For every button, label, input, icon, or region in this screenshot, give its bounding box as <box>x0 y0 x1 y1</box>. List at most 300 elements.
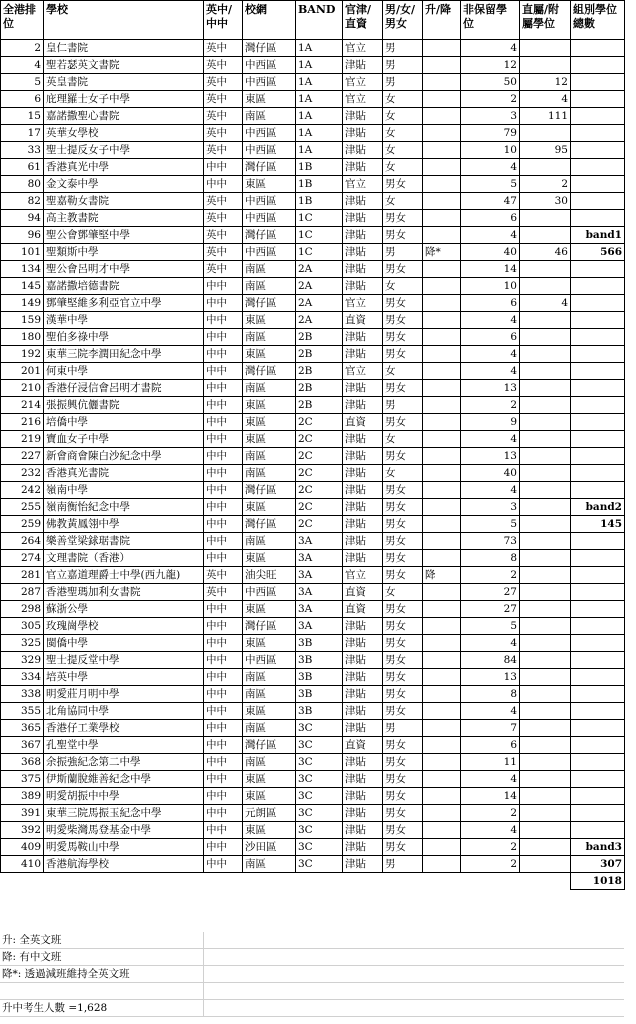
affiliated-cell <box>520 771 571 788</box>
district-cell: 南區 <box>243 754 296 771</box>
gender-cell: 女 <box>383 465 423 482</box>
medium-cell: 中中 <box>204 754 243 771</box>
school-cell: 香港真光書院 <box>44 465 204 482</box>
affiliated-cell <box>520 465 571 482</box>
type-cell: 津貼 <box>343 108 383 125</box>
band-cell: 2A <box>296 312 343 329</box>
total-row <box>1 873 625 890</box>
non-reserved-cell: 13 <box>461 380 520 397</box>
rank-cell: 159 <box>1 312 44 329</box>
note-item: 升: 全英文班 <box>0 932 203 949</box>
affiliated-cell <box>520 482 571 499</box>
affiliated-cell: 12 <box>520 74 571 91</box>
medium-cell: 英中 <box>204 584 243 601</box>
rank-cell: 392 <box>1 822 44 839</box>
rank-cell: 134 <box>1 261 44 278</box>
type-cell: 津貼 <box>343 57 383 74</box>
affiliated-cell <box>520 584 571 601</box>
type-cell: 津貼 <box>343 788 383 805</box>
medium-cell: 中中 <box>204 397 243 414</box>
gender-cell: 男女 <box>383 312 423 329</box>
rank-cell: 232 <box>1 465 44 482</box>
group-total-cell <box>571 363 625 380</box>
band-cell: 3C <box>296 856 343 873</box>
school-cell: 聖嘉勒女書院 <box>44 193 204 210</box>
header-rank: 全港排位 <box>1 1 44 40</box>
medium-cell: 中中 <box>204 635 243 652</box>
non-reserved-cell: 5 <box>461 176 520 193</box>
district-cell: 南區 <box>243 329 296 346</box>
change-cell <box>423 142 461 159</box>
change-cell <box>423 635 461 652</box>
non-reserved-cell: 14 <box>461 261 520 278</box>
band-cell: 2C <box>296 431 343 448</box>
school-cell: 官立嘉道理爵士中學(西九龍) <box>44 567 204 584</box>
change-cell <box>423 176 461 193</box>
district-cell: 中西區 <box>243 142 296 159</box>
group-total-cell <box>571 635 625 652</box>
medium-cell: 英中 <box>204 142 243 159</box>
medium-cell: 中中 <box>204 448 243 465</box>
district-cell: 灣仔區 <box>243 737 296 754</box>
affiliated-cell <box>520 210 571 227</box>
gender-cell: 男女 <box>383 805 423 822</box>
change-cell <box>423 414 461 431</box>
group-total-cell <box>571 414 625 431</box>
grand-total: 1018 <box>571 873 625 890</box>
rank-cell: 305 <box>1 618 44 635</box>
affiliated-cell <box>520 737 571 754</box>
non-reserved-cell: 2 <box>461 397 520 414</box>
change-cell <box>423 74 461 91</box>
non-reserved-cell: 27 <box>461 584 520 601</box>
school-cell: 金文泰中學 <box>44 176 204 193</box>
school-cell: 聖公會鄧肇堅中學 <box>44 227 204 244</box>
affiliated-cell <box>520 856 571 873</box>
gender-cell: 男 <box>383 244 423 261</box>
group-total-cell: 145 <box>571 516 625 533</box>
affiliated-cell <box>520 499 571 516</box>
non-reserved-cell: 7 <box>461 720 520 737</box>
table-row <box>1 856 625 873</box>
affiliated-cell <box>520 635 571 652</box>
band-cell: 3B <box>296 635 343 652</box>
band-cell: 3C <box>296 788 343 805</box>
group-total-cell: band3 <box>571 839 625 856</box>
school-cell: 香港真光中學 <box>44 159 204 176</box>
district-cell: 南區 <box>243 686 296 703</box>
change-cell <box>423 805 461 822</box>
affiliated-cell <box>520 346 571 363</box>
type-cell: 津貼 <box>343 448 383 465</box>
medium-cell: 英中 <box>204 108 243 125</box>
affiliated-cell <box>520 601 571 618</box>
band-cell: 3A <box>296 567 343 584</box>
school-cell: 樂善堂梁銶琚書院 <box>44 533 204 550</box>
school-cell: 皇仁書院 <box>44 40 204 57</box>
affiliated-cell <box>520 125 571 142</box>
affiliated-cell <box>520 550 571 567</box>
affiliated-cell <box>520 754 571 771</box>
district-cell: 東區 <box>243 431 296 448</box>
rank-cell: 375 <box>1 771 44 788</box>
type-cell: 津貼 <box>343 771 383 788</box>
change-cell <box>423 618 461 635</box>
rank-cell: 180 <box>1 329 44 346</box>
group-total-cell <box>571 754 625 771</box>
header-school: 學校 <box>44 1 204 40</box>
gender-cell: 男女 <box>383 261 423 278</box>
band-cell: 3C <box>296 754 343 771</box>
non-reserved-cell: 4 <box>461 703 520 720</box>
type-cell: 津貼 <box>343 261 383 278</box>
rank-cell: 338 <box>1 686 44 703</box>
medium-cell: 英中 <box>204 210 243 227</box>
gender-cell: 男女 <box>383 448 423 465</box>
medium-cell: 中中 <box>204 516 243 533</box>
change-cell <box>423 40 461 57</box>
table-row <box>1 312 625 329</box>
school-cell: 蘇浙公學 <box>44 601 204 618</box>
table-row <box>1 40 625 57</box>
change-cell <box>423 159 461 176</box>
non-reserved-cell: 2 <box>461 856 520 873</box>
change-cell <box>423 380 461 397</box>
non-reserved-cell: 4 <box>461 482 520 499</box>
affiliated-cell <box>520 839 571 856</box>
district-cell: 南區 <box>243 533 296 550</box>
change-cell <box>423 720 461 737</box>
non-reserved-cell: 10 <box>461 142 520 159</box>
rank-cell: 367 <box>1 737 44 754</box>
change-cell <box>423 533 461 550</box>
rank-cell: 192 <box>1 346 44 363</box>
group-total-cell: band1 <box>571 227 625 244</box>
table-row <box>1 482 625 499</box>
change-cell <box>423 329 461 346</box>
group-total-cell <box>571 482 625 499</box>
rank-cell: 33 <box>1 142 44 159</box>
non-reserved-cell: 2 <box>461 91 520 108</box>
rank-cell: 259 <box>1 516 44 533</box>
gender-cell: 男女 <box>383 839 423 856</box>
change-cell <box>423 431 461 448</box>
change-cell <box>423 108 461 125</box>
group-total-cell <box>571 193 625 210</box>
band-cell: 2C <box>296 499 343 516</box>
rank-cell: 96 <box>1 227 44 244</box>
band-cell: 1A <box>296 74 343 91</box>
group-total-cell <box>571 652 625 669</box>
school-cell: 高主教書院 <box>44 210 204 227</box>
type-cell: 津貼 <box>343 516 383 533</box>
gender-cell: 男 <box>383 57 423 74</box>
school-cell: 明愛莊月明中學 <box>44 686 204 703</box>
gender-cell: 男女 <box>383 533 423 550</box>
table-row <box>1 839 625 856</box>
band-cell: 1C <box>296 244 343 261</box>
type-cell: 津貼 <box>343 159 383 176</box>
change-cell <box>423 278 461 295</box>
type-cell: 津貼 <box>343 720 383 737</box>
type-cell: 官立 <box>343 91 383 108</box>
district-cell: 東區 <box>243 771 296 788</box>
gender-cell: 男女 <box>383 227 423 244</box>
non-reserved-cell: 12 <box>461 57 520 74</box>
school-cell: 香港仔工業學校 <box>44 720 204 737</box>
affiliated-cell <box>520 533 571 550</box>
medium-cell: 英中 <box>204 125 243 142</box>
district-cell: 中西區 <box>243 125 296 142</box>
rank-cell: 214 <box>1 397 44 414</box>
table-row <box>1 720 625 737</box>
band-cell: 1B <box>296 193 343 210</box>
district-cell: 中西區 <box>243 57 296 74</box>
group-total-cell: 566 <box>571 244 625 261</box>
school-cell: 嘉諾撒聖心書院 <box>44 108 204 125</box>
school-cell: 香港聖瑪加利女書院 <box>44 584 204 601</box>
rank-cell: 15 <box>1 108 44 125</box>
non-reserved-cell: 40 <box>461 465 520 482</box>
type-cell: 直資 <box>343 737 383 754</box>
school-cell: 庇理羅士女子中學 <box>44 91 204 108</box>
group-total-cell <box>571 159 625 176</box>
band-cell: 3A <box>296 601 343 618</box>
band-cell: 1B <box>296 176 343 193</box>
non-reserved-cell: 73 <box>461 533 520 550</box>
change-cell <box>423 652 461 669</box>
group-total-cell <box>571 669 625 686</box>
district-cell: 東區 <box>243 788 296 805</box>
rank-cell: 329 <box>1 652 44 669</box>
table-row <box>1 669 625 686</box>
school-cell: 聖公會呂明才中學 <box>44 261 204 278</box>
group-total-cell <box>571 431 625 448</box>
non-reserved-cell: 14 <box>461 788 520 805</box>
group-total-cell <box>571 805 625 822</box>
type-cell: 津貼 <box>343 686 383 703</box>
district-cell: 東區 <box>243 703 296 720</box>
gender-cell: 男女 <box>383 482 423 499</box>
school-cell: 新會商會陳白沙紀念中學 <box>44 448 204 465</box>
medium-cell: 中中 <box>204 737 243 754</box>
affiliated-cell <box>520 57 571 74</box>
change-cell <box>423 737 461 754</box>
affiliated-cell <box>520 652 571 669</box>
type-cell: 津貼 <box>343 533 383 550</box>
school-cell: 閩僑中學 <box>44 635 204 652</box>
school-cell: 何東中學 <box>44 363 204 380</box>
group-total-cell <box>571 465 625 482</box>
table-row <box>1 448 625 465</box>
affiliated-cell <box>520 567 571 584</box>
school-cell: 明愛馬鞍山中學 <box>44 839 204 856</box>
medium-cell: 中中 <box>204 550 243 567</box>
gender-cell: 男女 <box>383 686 423 703</box>
change-cell <box>423 856 461 873</box>
table-row <box>1 380 625 397</box>
table-row <box>1 193 625 210</box>
type-cell: 津貼 <box>343 482 383 499</box>
band-cell: 2B <box>296 397 343 414</box>
medium-cell: 中中 <box>204 380 243 397</box>
affiliated-cell <box>520 159 571 176</box>
band-cell: 3A <box>296 533 343 550</box>
affiliated-cell <box>520 618 571 635</box>
gender-cell: 女 <box>383 142 423 159</box>
gender-cell: 男女 <box>383 295 423 312</box>
district-cell: 東區 <box>243 822 296 839</box>
table-row <box>1 567 625 584</box>
non-reserved-cell: 9 <box>461 414 520 431</box>
school-cell: 玫瑰崗學校 <box>44 618 204 635</box>
band-cell: 1B <box>296 159 343 176</box>
affiliated-cell <box>520 227 571 244</box>
table-row <box>1 227 625 244</box>
change-cell: 降* <box>423 244 461 261</box>
type-cell: 津貼 <box>343 431 383 448</box>
non-reserved-cell: 2 <box>461 567 520 584</box>
group-total-cell <box>571 312 625 329</box>
table-row <box>1 431 625 448</box>
school-cell: 培英中學 <box>44 669 204 686</box>
group-total-cell <box>571 125 625 142</box>
gender-cell: 男女 <box>383 516 423 533</box>
change-cell <box>423 227 461 244</box>
band-cell: 3B <box>296 703 343 720</box>
group-total-cell <box>571 788 625 805</box>
affiliated-cell <box>520 380 571 397</box>
rank-cell: 101 <box>1 244 44 261</box>
rank-cell: 389 <box>1 788 44 805</box>
affiliated-cell <box>520 363 571 380</box>
group-total-cell <box>571 57 625 74</box>
group-total-cell <box>571 822 625 839</box>
district-cell: 東區 <box>243 176 296 193</box>
gender-cell: 女 <box>383 108 423 125</box>
non-reserved-cell: 4 <box>461 771 520 788</box>
change-cell <box>423 839 461 856</box>
school-cell: 英華女學校 <box>44 125 204 142</box>
medium-cell: 中中 <box>204 499 243 516</box>
affiliated-cell <box>520 278 571 295</box>
district-cell: 中西區 <box>243 74 296 91</box>
band-cell: 2C <box>296 482 343 499</box>
affiliated-cell <box>520 516 571 533</box>
gender-cell: 男女 <box>383 618 423 635</box>
table-row <box>1 397 625 414</box>
rank-cell: 61 <box>1 159 44 176</box>
district-cell: 南區 <box>243 465 296 482</box>
non-reserved-cell: 8 <box>461 686 520 703</box>
group-total-cell <box>571 295 625 312</box>
band-cell: 2B <box>296 346 343 363</box>
district-cell: 南區 <box>243 720 296 737</box>
non-reserved-cell: 4 <box>461 363 520 380</box>
rank-cell: 2 <box>1 40 44 57</box>
type-cell: 津貼 <box>343 822 383 839</box>
non-reserved-cell: 5 <box>461 618 520 635</box>
rank-cell: 334 <box>1 669 44 686</box>
medium-cell: 中中 <box>204 346 243 363</box>
gender-cell: 男女 <box>383 380 423 397</box>
non-reserved-cell: 84 <box>461 652 520 669</box>
affiliated-cell <box>520 261 571 278</box>
band-cell: 3C <box>296 720 343 737</box>
band-cell: 3C <box>296 771 343 788</box>
type-cell: 津貼 <box>343 856 383 873</box>
non-reserved-cell: 4 <box>461 312 520 329</box>
type-cell: 津貼 <box>343 346 383 363</box>
medium-cell: 英中 <box>204 40 243 57</box>
header-band: BAND <box>296 1 343 40</box>
table-row <box>1 601 625 618</box>
change-cell <box>423 499 461 516</box>
type-cell: 直資 <box>343 584 383 601</box>
band-cell: 3C <box>296 737 343 754</box>
header-group-total: 組別學位總數 <box>571 1 625 40</box>
band-cell: 1A <box>296 142 343 159</box>
change-cell <box>423 346 461 363</box>
rank-cell: 298 <box>1 601 44 618</box>
district-cell: 沙田區 <box>243 839 296 856</box>
rank-cell: 325 <box>1 635 44 652</box>
rank-cell: 145 <box>1 278 44 295</box>
band-cell: 3C <box>296 822 343 839</box>
group-total-cell <box>571 346 625 363</box>
affiliated-cell: 30 <box>520 193 571 210</box>
medium-cell: 中中 <box>204 295 243 312</box>
table-row <box>1 550 625 567</box>
medium-cell: 中中 <box>204 805 243 822</box>
affiliated-cell: 2 <box>520 176 571 193</box>
header-type: 官津/直資 <box>343 1 383 40</box>
header-affiliated: 直屬/附屬學位 <box>520 1 571 40</box>
type-cell: 津貼 <box>343 652 383 669</box>
type-cell: 津貼 <box>343 635 383 652</box>
school-cell: 東華三院馬振玉紀念中學 <box>44 805 204 822</box>
band-cell: 2A <box>296 261 343 278</box>
band-cell: 3C <box>296 805 343 822</box>
change-cell <box>423 261 461 278</box>
table-row <box>1 108 625 125</box>
table-row <box>1 142 625 159</box>
type-cell: 津貼 <box>343 278 383 295</box>
table-row <box>1 244 625 261</box>
type-cell: 官立 <box>343 363 383 380</box>
gender-cell: 女 <box>383 584 423 601</box>
band-cell: 2B <box>296 363 343 380</box>
type-cell: 津貼 <box>343 465 383 482</box>
rank-cell: 391 <box>1 805 44 822</box>
change-cell <box>423 703 461 720</box>
school-cell: 培僑中學 <box>44 414 204 431</box>
rank-cell: 219 <box>1 431 44 448</box>
medium-cell: 中中 <box>204 720 243 737</box>
medium-cell: 中中 <box>204 839 243 856</box>
table-row <box>1 703 625 720</box>
change-cell: 降 <box>423 567 461 584</box>
notes-area <box>0 932 624 1017</box>
band-cell: 2B <box>296 380 343 397</box>
gender-cell: 男女 <box>383 567 423 584</box>
gender-cell: 男 <box>383 40 423 57</box>
change-cell <box>423 57 461 74</box>
medium-cell: 英中 <box>204 193 243 210</box>
non-reserved-cell: 6 <box>461 295 520 312</box>
rank-cell: 264 <box>1 533 44 550</box>
change-cell <box>423 669 461 686</box>
